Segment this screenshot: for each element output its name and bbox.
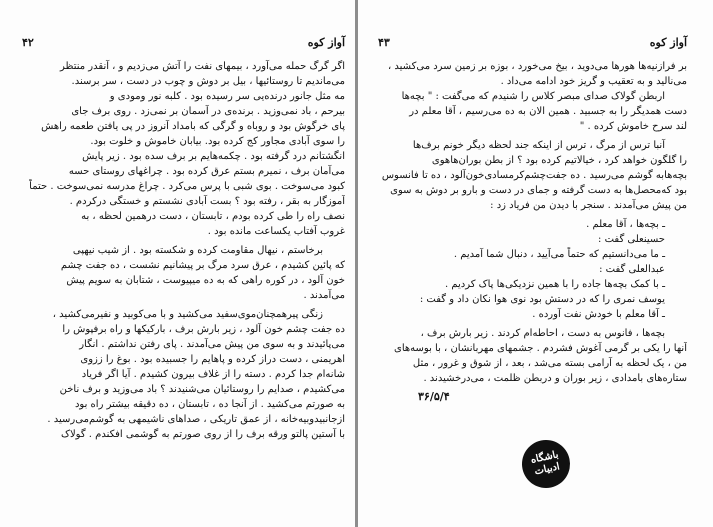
library-stamp: [518, 436, 575, 493]
text-line: غروب آفتاب یکساعت مانده بود .: [207, 226, 345, 237]
text-line: من پیش می‌آمدند . سنجر با دیدن من فریاد زد :: [490, 200, 687, 211]
text-line: ستاره‌های بامدادی ، زیر بوران و دربطن ظلمت ، می‌درخشیدند .: [423, 373, 687, 384]
stamp-text: باشگاه ادبیات: [529, 449, 561, 478]
text-line: مه مثل جانور درنده‌یی سر رسیده بود . کلبه نور ومودی و: [109, 91, 345, 102]
text-line: شانه‌ام جدا کردم . دسته را از غلاف بیرون کشیدم . آیا اگر فریاد: [81, 369, 345, 380]
right-paragraph-1: [378, 59, 687, 134]
right-paragraph-3: [378, 326, 687, 386]
dialogue-line: عبدالعلی گفت :: [599, 264, 665, 275]
date-signature: ۳۶/۵/۴: [418, 390, 450, 403]
left-page-header: [22, 36, 345, 49]
text-line: با آستین پالتو ورقه برف را از روی صورتم به گوشمی افکندم . گولاک: [61, 429, 345, 440]
text-line: را گلگون خواهد کرد ، خیالاتیم کرده بود ؟ از بطن بوران‌هاهوی: [431, 155, 687, 166]
right-page-header: [378, 36, 687, 49]
right-page-number: ۴۳: [378, 36, 390, 49]
text-line: می‌ماندیم تا روستائیها ، بیل بر دوش و چوب در دست ، سر برسند.: [71, 76, 345, 87]
right-page-text: [378, 59, 687, 386]
dialogue-line: حسینعلی گفت :: [598, 234, 665, 245]
text-line: اگر گرگ حمله می‌آورد ، بیمهای نفت را آتش می‌زدیم و ، آنقدر منتظر: [60, 61, 345, 72]
text-line: بچه‌ها ، فانوس به دست ، احاطه‌ام کردند . زیر بارش برف ،: [420, 328, 665, 339]
dialogue-line: ـ بچه‌ها ، آقا معلم .: [586, 219, 665, 230]
left-paragraph-3: [22, 307, 345, 442]
text-line: من ، یک لحظه به آرامی بسته می‌شد ، بعد ، از شوق و غرور ، مثل: [412, 358, 687, 369]
text-line: انگشتانم درد گرفته بود . چکمه‌هایم بر برف سده بود . زیر پایش: [82, 151, 345, 162]
left-running-title: آواز کوه: [307, 36, 345, 49]
text-line: بود که‌محصل‌ها به دست گرفته و جمای در دست و بارو بر دوش به سوی: [390, 185, 687, 196]
text-line: می‌آمان برف ، نمیرم بستم عرق کرده بود . چراغهای روستای حسه: [68, 166, 345, 177]
text-line: ده جفت چشم خون آلود ، زیر بارش برف ، بارکیکها و راه برفپوش را: [62, 324, 345, 335]
right-dialogue: [378, 217, 687, 322]
left-page: [0, 0, 355, 527]
text-line: بچه‌هابه گوشم می‌رسید . ده جفت‌چشم‌کرمسادی‌خون‌آلود ، ده تا فانسوس: [381, 170, 687, 181]
dialogue-line: یوسف نمری را که در دستش بود نوی هوا نکان داد و گفت :: [419, 294, 665, 305]
text-line: لند سرح خاموش کرده . ": [579, 121, 687, 132]
text-line: می‌آمدند .: [303, 290, 345, 301]
text-line: آنبا ترس از مرگ ، ترس از اینکه جند لحظه دیگر خونم برف‌ها: [412, 140, 665, 151]
text-line: پای خرگوش بود و روباه و گرگی که بامداد آنروز در پی یافتن طعمه راهش: [41, 121, 345, 132]
text-line: بیرحم ، باد نمی‌وزید . برنده‌ی در آسمان بر نمی‌زد . روی برف جای: [71, 106, 345, 117]
text-line: به صورتم می‌کشید . از آنجا ده ، تابستان ، ده دقیقه بیشتر راه بود: [74, 399, 345, 410]
left-page-number: ۴۲: [22, 36, 34, 49]
text-line: بر فرازنیه‌ها هورها می‌دوید ، بیخ می‌خورد ، بوزه بر زمین سرد می‌کشید ،: [388, 61, 687, 72]
right-paragraph-2: [378, 138, 687, 213]
text-line: که پائین کشیدم ، عرق سرد مرگ بر پیشانیم نشست ، ده جفت چشم: [60, 260, 345, 271]
dialogue-line: ـ آقا معلم با خودش نفت آورده .: [532, 309, 665, 320]
text-line: آنها را یکی بر گرمی آغوش فشردم . جشمهای مهربانشان ، با بوسه‌های: [394, 343, 687, 354]
dialogue-line: ـ ما می‌دانستیم که حتماً می‌آیید ، دنبال شما آمدیم .: [453, 249, 665, 260]
text-line: کبود می‌سوخت . بوی شبی با پرس می‌کرد . چراغ مدرسه نمی‌سوخت . حتماً: [29, 181, 345, 192]
text-line: زنگی پیرهمچنان‌موی‌سفید می‌کشید و با می‌کوبید و نفیرمی‌کشید ،: [52, 309, 323, 320]
text-line: می‌پائیدند و به سوی من پیش می‌آمدند . پای رفتن نداشتم . انگار: [79, 339, 345, 350]
right-running-title: آواز کوه: [649, 36, 687, 49]
text-line: آموزگار به بقر ، رفته بود ؟ بست آبادی نشستم و خستگی درکردم .: [69, 196, 345, 207]
text-line: نصف راه را طی کرده بودم ، تابستان ، دست درهمین لحظه ، به: [81, 211, 345, 222]
text-line: دست همدیگر را به جسبید . همین الان به ده می‌رسیم ، آقا معلم در: [409, 106, 687, 117]
text-line: ازجانبیدوبیه‌خانه ، از عمق تاریکی ، صداهای ناشیمهی به گوشم‌می‌رسید .: [47, 414, 345, 425]
left-paragraph-2: [22, 243, 345, 303]
text-line: برخاستم ، نیهال مقاومت کرده و شکسته بود . از شیب نیهپی: [72, 245, 323, 256]
text-line: اهریمنی ، دست دراز کرده و پاهایم را جسبیده بود . بوغ را ززوی: [80, 354, 345, 365]
left-page-text: [22, 59, 345, 442]
right-page: [358, 0, 713, 527]
dialogue-line: ـ با کمک بچه‌ها جاده را با همین نزدیکی‌ها پاک کردیم .: [444, 279, 665, 290]
left-paragraph-1: [22, 59, 345, 239]
text-line: می‌نالید و به تعقیب و گریز خود ادامه می‌داد .: [500, 76, 687, 87]
text-line: اربطن گولاک صدای مبصر کلاس را شنیدم که می‌گفت : " بچه‌ها: [401, 91, 665, 102]
text-line: را سوی آبادی مجاور کج کرده بود. بیابان خاموش و خلوت بود.: [90, 136, 345, 147]
text-line: خون آلود ، در کوره راهی که به ده میپیوست ، شتابان به سویم پیش: [66, 275, 345, 286]
text-line: می‌کشیدم ، صدایم را روستائیان می‌شنیدند ؟ باد می‌وزید و برف ناخن: [59, 384, 345, 395]
